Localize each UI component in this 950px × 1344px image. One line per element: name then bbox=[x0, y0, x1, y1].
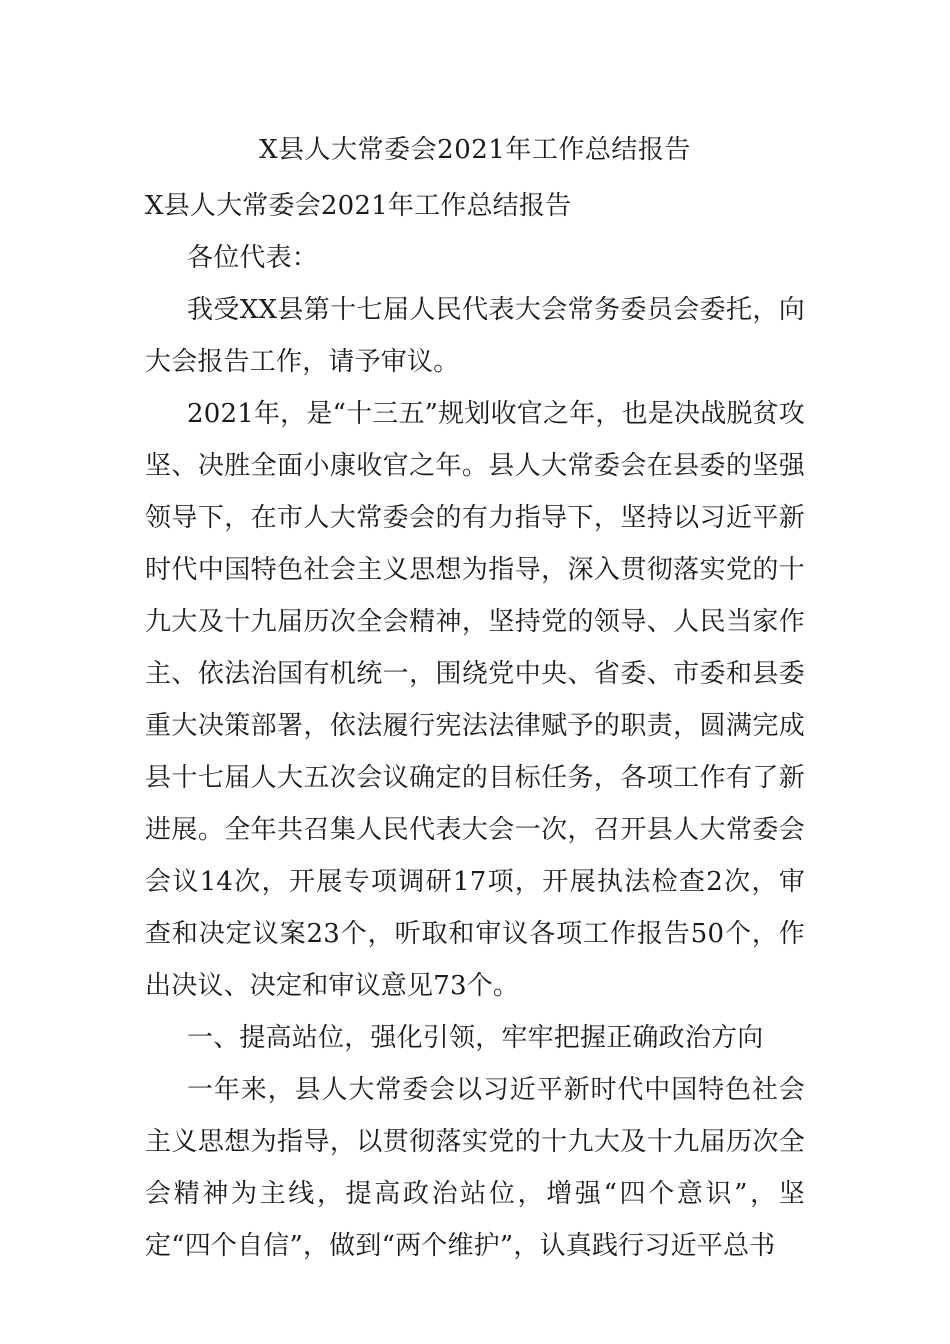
document-subtitle: X县人大常委会2021年工作总结报告 bbox=[145, 191, 572, 221]
paragraph-entrustment: 我受XX县第十七届人民代表大会常务委员会委托，向大会报告工作，请予审议。 bbox=[145, 295, 805, 377]
paragraph-overview: 2021年，是“十三五”规划收官之年，也是决战脱贫攻坚、决胜全面小康收官之年。县人大常委会在县委的坚强领导下，在市人大常委会的有力指导下，坚持以习近平新时代中国特色社会主义思想为指导，深入贯彻落实党的十九大及十九届历次全会精神，坚持党的领导、人民当家作主、依法治国有机统一，围绕党中央、省委、市委和县委重大决策部署，依法履行宪法法律赋予的职责，圆满完成县十七届人大五次会议确定的目标任务，各项工作有了新进展。全年共召集人民代表大会一次，召开县人大常委会会议14次，开展专项调研17项，开展执法检查2次，审查和决定议案23个，听取和审议各项工作报告50个，作出决议、决定和审议意见73个。 bbox=[145, 399, 805, 1001]
section-heading: 一、提高站位，强化引领，牢牢把握正确政治方向 bbox=[187, 1023, 764, 1053]
document-title: X县人大常委会2021年工作总结报告 bbox=[259, 135, 691, 165]
document-body bbox=[145, 180, 805, 1272]
section-paragraph: 一年来，县人大常委会以习近平新时代中国特色社会主义思想为指导，以贯彻落实党的十九大及十九届历次全会精神为主线，提高政治站位，增强“四个意识”，坚定“四个自信”，做到“两个维护”，认真践行习近平总书 bbox=[145, 1075, 805, 1261]
salutation: 各位代表： bbox=[187, 243, 319, 273]
